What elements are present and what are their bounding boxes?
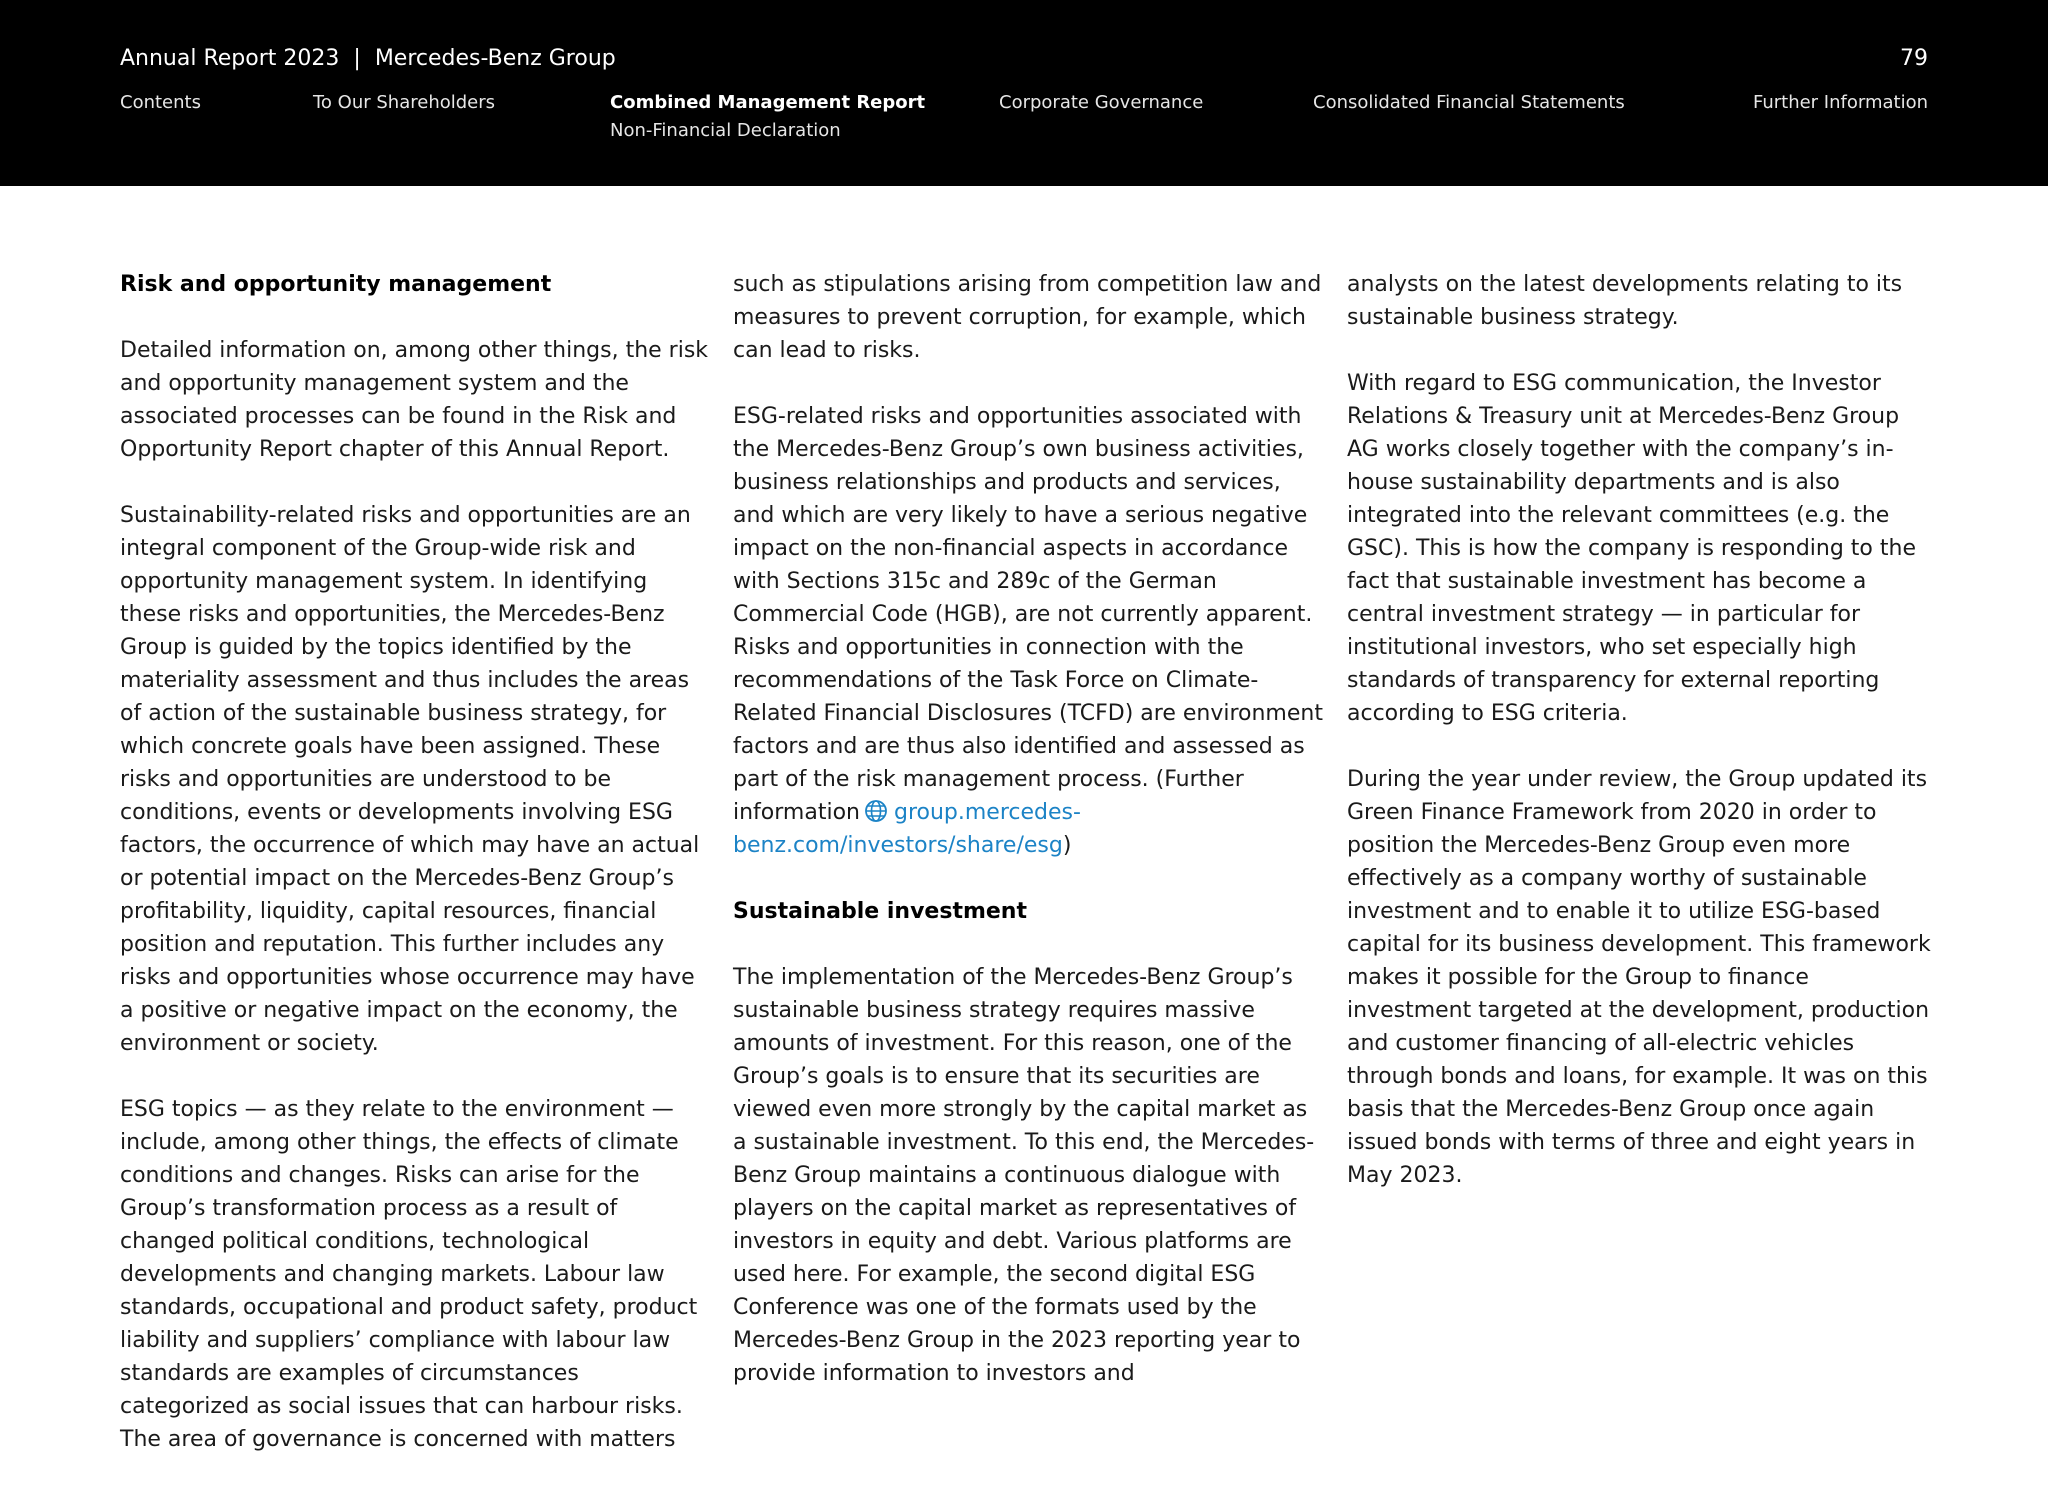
nav-corporate-governance[interactable]: Corporate Governance [999,92,1204,113]
paragraph: ESG topics — as they relate to the environment — include, among other things, the effects of climate conditions and changes. Risks can arise for the Group’s transformation process as a result of changed political conditions, technological developments and changing markets. Labour law standards, occupational and product safety, product liability and suppliers’ compliance with labour law standards are examples of circumstances categorized as social issues that can harbour risks. The area of governance is concerned with matters [120,1097,698,1452]
page-number: 79 [1900,46,1928,71]
report-title: Annual Report 2023 [120,46,340,71]
column-3 [1347,268,1937,1225]
column-1 [120,268,710,1489]
globe-icon [864,799,888,823]
column-2 [733,268,1323,1423]
heading-sustainable-investment: Sustainable investment [733,899,1027,924]
nav-contents[interactable]: Contents [120,92,201,113]
paragraph-text: ESG-related risks and opportunities associated with the Mercedes-Benz Group’s own business activities, business relationships and products and services, and which are very likely to have a serious negative impact on the non-financial aspects in accordance with Sections 315c and 289c of the German Commercial Code (HGB), are not currently apparent. Risks and opportunities in connection with the recommendations of the Task Force on Climate-Related Financial Disclosures (TCFD) are environment factors and are thus also identified and assessed as part of the risk management process. (Further information [733,404,1323,825]
page-header [0,0,2048,186]
nav-further-information[interactable]: Further Information [1752,92,1928,113]
title-separator: | [353,46,361,71]
paragraph: With regard to ESG communication, the Investor Relations & Treasury unit at Mercedes-Benz Group AG works closely together with the company’s in-house sustainability departments and is also integrated into the relevant committees (e.g. the GSC). This is how the company is responding to the fact that sustainable investment has become a central investment strategy — in particular for institutional investors, who set especially high standards of transparency for external reporting according to ESG criteria. [1347,371,1916,726]
document-title [120,46,616,71]
nav-non-financial-declaration[interactable]: Non-Financial Declaration [610,120,841,141]
paragraph: analysts on the latest developments relating to its sustainable business strategy. [1347,272,1903,330]
paragraph: Detailed information on, among other things, the risk and opportunity management system and the associated processes can be found in the Risk and Opportunity Report chapter of this Annual Report. [120,338,709,462]
nav-consolidated-financial-statements[interactable]: Consolidated Financial Statements [1313,92,1625,113]
paragraph: The implementation of the Mercedes-Benz Group’s sustainable business strategy requires massive amounts of investment. For this reason, one of the Group’s goals is to ensure that its securities are viewed even more strongly by the capital market as a sustainable investment. To this end, the Mercedes-Benz Group maintains a continuous dialogue with players on the capital market as representatives of investors in equity and debt. Various platforms are used here. For example, the second digital ESG Conference was one of the formats used by the Mercedes-Benz Group in the 2023 reporting year to provide information to investors and [733,965,1315,1386]
paragraph-text-end: ) [1062,833,1072,858]
nav-combined-management-report[interactable]: Combined Management Report [610,92,926,113]
nav-to-our-shareholders[interactable]: To Our Shareholders [313,92,496,113]
heading-risk-opportunity: Risk and opportunity management [120,272,552,297]
paragraph: Sustainability-related risks and opportunities are an integral component of the Group-wide risk and opportunity management system. In identifying these risks and opportunities, the Mercedes-Benz Group is guided by the topics identified by the materiality assessment and thus includes the areas of action of the sustainable business strategy, for which concrete goals have been assigned. These risks and opportunities are understood to be conditions, events or developments involving ESG factors, the occurrence of which may have an actual or potential impact on the Mercedes-Benz Group’s profitability, liquidity, capital resources, financial position and reputation. This further includes any risks and opportunities whose occurrence may have a positive or negative impact on the economy, the environment or society. [120,503,700,1056]
paragraph: such as stipulations arising from competition law and measures to prevent corruption, for example, which can lead to risks. [733,272,1322,363]
paragraph: During the year under review, the Group updated its Green Finance Framework from 2020 in order to position the Mercedes-Benz Group even more effectively as a company worthy of sustainable investment and to enable it to utilize ESG-based capital for its business development. This framework makes it possible for the Group to finance investment targeted at the development, production and customer financing of all-electric vehicles through bonds and loans, for example. It was on this basis that the Mercedes-Benz Group once again issued bonds with terms of three and eight years in May 2023. [1347,767,1931,1188]
paragraph-esg-risks [733,400,1323,862]
company-name: Mercedes-Benz Group [374,46,616,71]
esg-link[interactable]: group.mercedes-benz.com/investors/share/esg [733,800,1081,858]
